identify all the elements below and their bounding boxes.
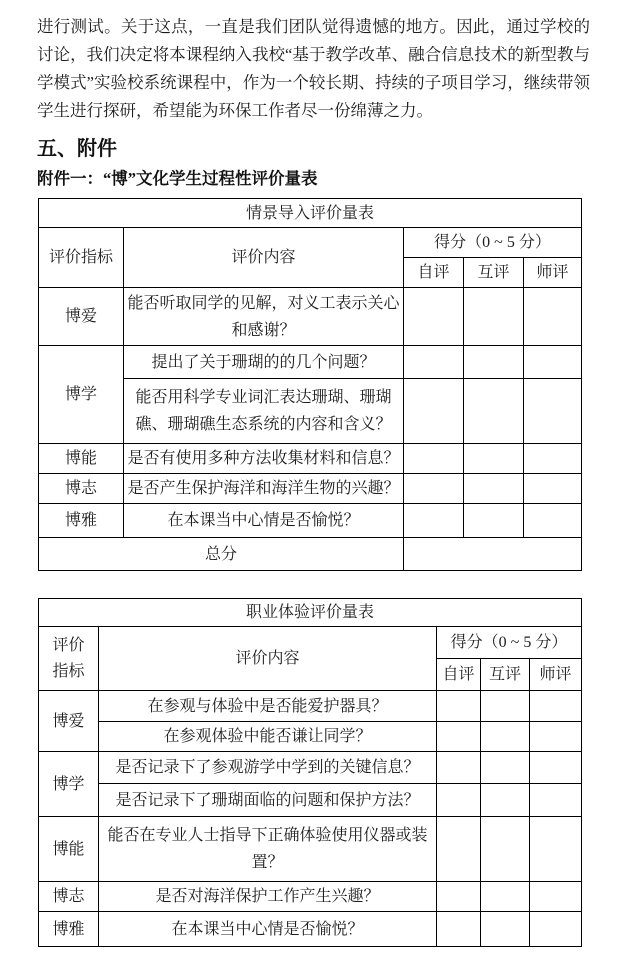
table2-title: 职业体验评价量表: [39, 599, 582, 627]
content-header-cell: 评价内容: [124, 228, 404, 288]
score-cell: [524, 288, 582, 346]
table-row: [39, 882, 582, 912]
score-cell: [481, 882, 530, 912]
score-cell: [437, 722, 481, 752]
total-score-cell: [404, 538, 582, 571]
score-cell: [524, 346, 582, 379]
score-cell: [404, 504, 464, 538]
table-scenario-evaluation: [38, 198, 582, 571]
score-cell: [404, 288, 464, 346]
section-heading: 五、附件: [37, 138, 117, 160]
score-cell: [530, 722, 582, 752]
content-cell: 能否听取同学的见解，对义工表示关心和感谢？: [124, 288, 404, 346]
score-cell: [464, 346, 524, 379]
table-row: [39, 817, 582, 882]
table-row: [39, 627, 582, 659]
self-eval-header-cell: 自评: [437, 659, 481, 691]
score-cell: [404, 379, 464, 444]
score-cell: [524, 474, 582, 504]
score-cell: [481, 752, 530, 784]
indicator-cell: 博雅: [39, 504, 124, 538]
peer-eval-header-cell: 互评: [481, 659, 530, 691]
indicator-cell: 博能: [39, 444, 124, 474]
content-cell: 是否记录下了珊瑚面临的问题和保护方法？: [99, 784, 437, 817]
content-cell: 能否用科学专业词汇表达珊瑚、珊瑚礁、珊瑚礁生态系统的内容和含义？: [124, 379, 404, 444]
content-cell: 在参观体验中能否谦让同学？: [99, 722, 437, 752]
table-row: [39, 722, 582, 752]
score-cell: [530, 784, 582, 817]
content-cell: 能否在专业人士指导下正确体验使用仪器或装置？: [99, 817, 437, 882]
content-cell: 提出了关于珊瑚的的几个问题？: [124, 346, 404, 379]
score-cell: [437, 752, 481, 784]
table-row: [39, 444, 582, 474]
table-row: [39, 288, 582, 346]
content-cell: 是否对海洋保护工作产生兴趣？: [99, 882, 437, 912]
score-cell: [524, 379, 582, 444]
content-cell: 在参观与体验中是否能爱护器具？: [99, 691, 437, 722]
score-cell: [481, 912, 530, 947]
score-cell: [437, 817, 481, 882]
total-label-cell: 总分: [39, 538, 404, 571]
score-cell: [437, 691, 481, 722]
score-cell: [530, 817, 582, 882]
score-cell: [464, 504, 524, 538]
table-row: [39, 346, 582, 379]
score-cell: [530, 691, 582, 722]
table-row: [39, 504, 582, 538]
indicator-header-line1: 评价: [52, 636, 85, 654]
attachment-heading: 附件一：“博”文化学生过程性评价量表: [37, 169, 318, 188]
score-cell: [464, 288, 524, 346]
indicator-cell: 博学: [39, 346, 124, 444]
table-row: [39, 912, 582, 947]
score-cell: [481, 817, 530, 882]
content-cell: 是否产生保护海洋和海洋生物的兴趣？: [124, 474, 404, 504]
score-cell: [481, 722, 530, 752]
indicator-cell: 博爱: [39, 288, 124, 346]
table-row: [39, 474, 582, 504]
table-row: [39, 599, 582, 627]
score-header-cell: 得分（0 ~ 5 分）: [404, 228, 582, 258]
teacher-eval-header-cell: 师评: [524, 258, 582, 288]
indicator-cell: 博志: [39, 474, 124, 504]
score-cell: [481, 691, 530, 722]
table-row: [39, 784, 582, 817]
score-cell: [404, 444, 464, 474]
score-cell: [464, 444, 524, 474]
indicator-cell: 博雅: [39, 912, 99, 947]
table-row: [39, 538, 582, 571]
content-cell: 是否记录下了参观游学中学到的关键信息？: [99, 752, 437, 784]
score-cell: [481, 784, 530, 817]
content-cell: 在本课当中心情是否愉悦？: [124, 504, 404, 538]
score-cell: [530, 882, 582, 912]
indicator-header-line2: 指标: [52, 662, 85, 680]
indicator-header-cell: [39, 627, 99, 691]
table-row: [39, 199, 582, 228]
indicator-cell: 博能: [39, 817, 99, 882]
score-cell: [464, 379, 524, 444]
score-cell: [524, 504, 582, 538]
table-row: [39, 228, 582, 258]
score-cell: [437, 784, 481, 817]
score-cell: [524, 444, 582, 474]
content-cell: 在本课当中心情是否愉悦？: [99, 912, 437, 947]
score-header-cell: 得分（0 ~ 5 分）: [437, 627, 582, 659]
score-cell: [464, 474, 524, 504]
table1-title: 情景导入评价量表: [39, 199, 582, 228]
self-eval-header-cell: 自评: [404, 258, 464, 288]
score-cell: [530, 752, 582, 784]
indicator-cell: 博学: [39, 752, 99, 817]
score-cell: [437, 882, 481, 912]
table-row: [39, 691, 582, 722]
content-header-cell: 评价内容: [99, 627, 437, 691]
table-career-evaluation: [38, 598, 582, 947]
table-row: [39, 752, 582, 784]
indicator-cell: 博志: [39, 882, 99, 912]
indicator-header-cell: 评价指标: [39, 228, 124, 288]
score-cell: [404, 346, 464, 379]
score-cell: [437, 912, 481, 947]
peer-eval-header-cell: 互评: [464, 258, 524, 288]
score-cell: [404, 474, 464, 504]
indicator-cell: 博爱: [39, 691, 99, 752]
body-paragraph: 进行测试。关于这点，一直是我们团队觉得遗憾的地方。因此，通过学校的讨论，我们决定将本课程纳入我校“基于教学改革、融合信息技术的新型教与学模式”实验校系统课程中，作为一个较长期、持续的子项目学习，继续带领学生进行探研，希望能为环保工作者尽一份绵薄之力。: [37, 17, 590, 120]
teacher-eval-header-cell: 师评: [530, 659, 582, 691]
score-cell: [530, 912, 582, 947]
content-cell: 是否有使用多种方法收集材料和信息？: [124, 444, 404, 474]
